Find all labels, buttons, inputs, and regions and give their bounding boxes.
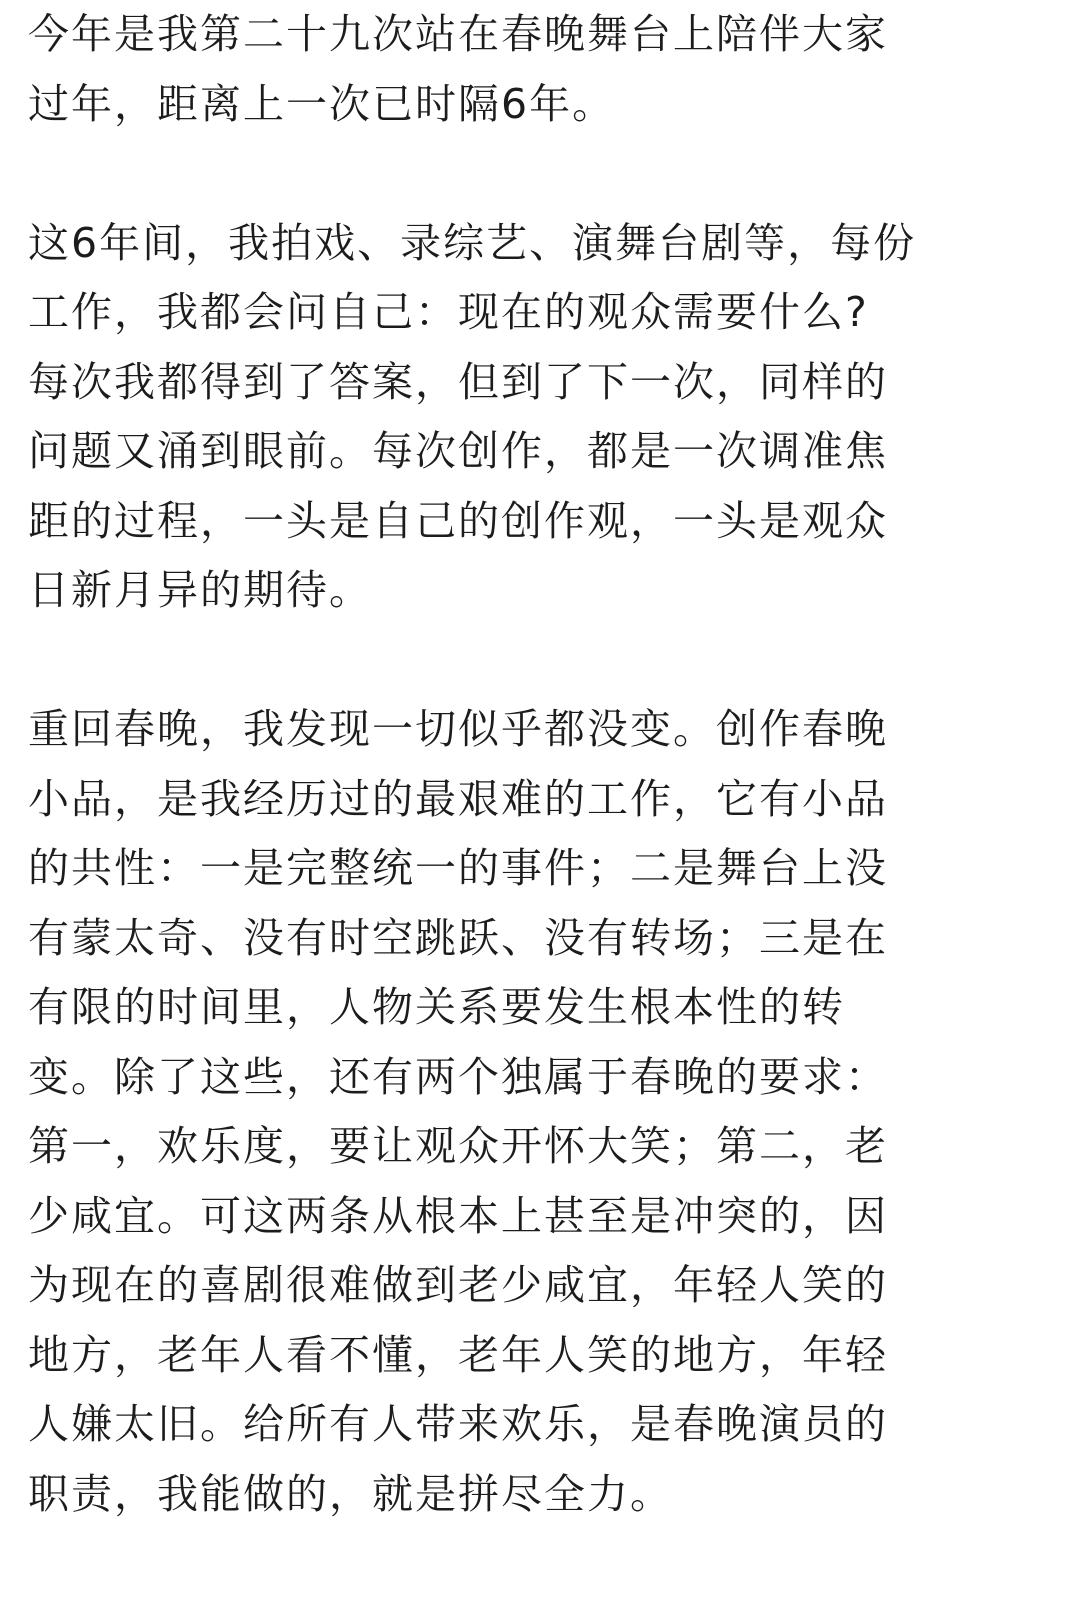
paragraph-1 <box>28 0 1013 139</box>
text-line: 日新月异的期待。 <box>28 566 372 614</box>
text-line: 有蒙太奇、没有时空跳跃、没有转场；三是在 <box>28 913 888 962</box>
text-line: 这6年间，我拍戏、录综艺、演舞台剧等，每份 <box>28 218 917 267</box>
text-line: 第一，欢乐度，要让观众开怀大笑；第二，老 <box>28 1122 888 1170</box>
text-line: 职责，我能做的，就是拼尽全力。 <box>28 1469 673 1518</box>
text-line: 为现在的喜剧很难做到老少咸宜，年轻人笑的 <box>28 1261 888 1309</box>
text-line: 地方，老年人看不懂，老年人笑的地方，年轻 <box>28 1330 888 1379</box>
text-line: 有限的时间里，人物关系要发生根本性的转 <box>28 983 845 1031</box>
text-line: 问题又涌到眼前。每次创作，都是一次调准焦 <box>28 427 888 475</box>
text-line: 每次我都得到了答案，但到了下一次，同样的 <box>28 357 888 406</box>
paragraph-3 <box>28 695 1013 1529</box>
text-line: 重回春晚，我发现一切似乎都没变。创作春晚 <box>28 705 888 753</box>
paragraph-2 <box>28 209 1013 626</box>
text-line: 的共性：一是完整统一的事件；二是舞台上没 <box>28 844 888 892</box>
text-line: 今年是我第二十九次站在春晚舞台上陪伴大家 <box>28 10 888 58</box>
text-line: 人嫌太旧。给所有人带来欢乐，是春晚演员的 <box>28 1400 888 1448</box>
text-line: 距的过程，一头是自己的创作观，一头是观众 <box>28 496 888 545</box>
paragraph-spacer <box>28 139 1013 209</box>
paragraph-spacer <box>28 626 1013 696</box>
text-line: 少咸宜。可这两条从根本上甚至是冲突的，因 <box>28 1191 888 1240</box>
article-body <box>28 0 1013 1529</box>
text-line: 小品，是我经历过的最艰难的工作，它有小品 <box>28 774 888 823</box>
text-line: 工作，我都会问自己：现在的观众需要什么? <box>28 288 869 336</box>
text-line: 过年，距离上一次已时隔6年。 <box>28 79 616 128</box>
text-line: 变。除了这些，还有两个独属于春晚的要求： <box>28 1052 888 1101</box>
